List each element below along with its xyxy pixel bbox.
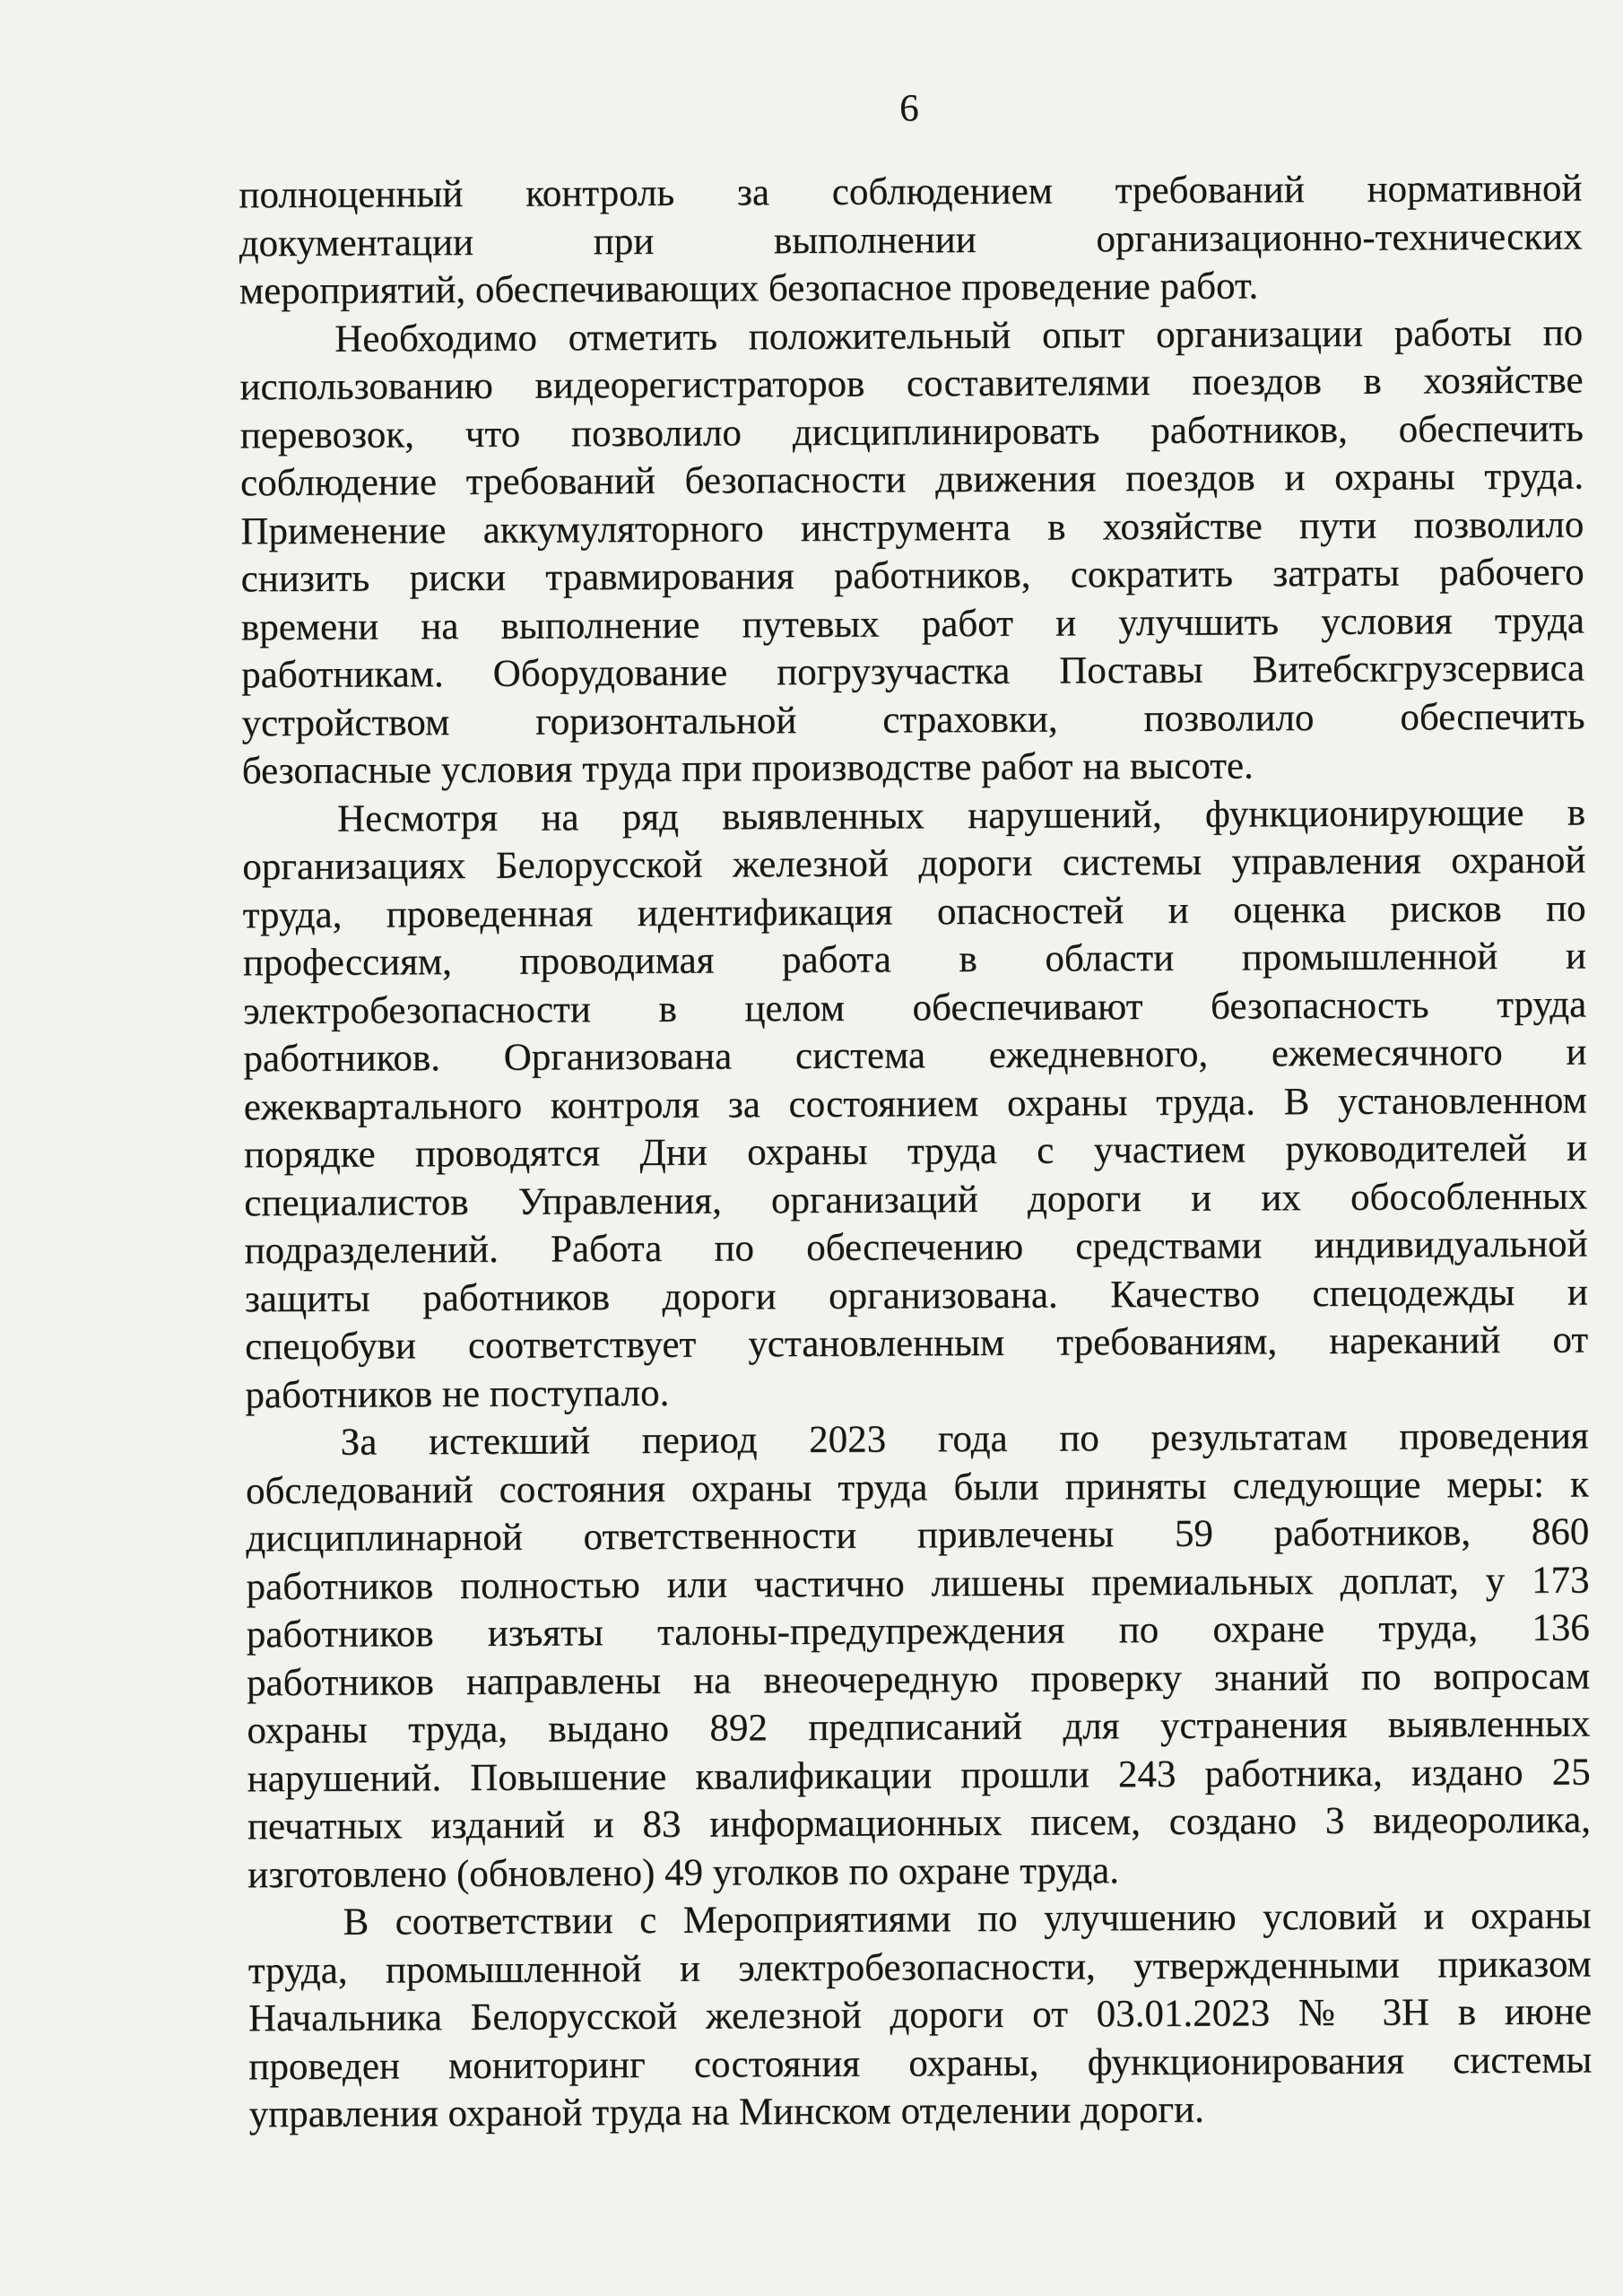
text-line: снизить риски травмирования работников, сократить затраты рабочего [240,551,1584,601]
text-line: спецобуви соответствует установленным требованиям, нареканий от [245,1318,1589,1369]
text-line: охраны труда, выдано 892 предписаний для устранения выявленных [247,1702,1591,1752]
text-line: перевозок, что позволило дисциплинировать работников, обеспечить [239,406,1584,457]
text-line: порядке проводятся Дни охраны труда с участием руководителей и [243,1126,1588,1177]
text-line: нарушений. Повышение квалификации прошли 243 работника, издано 25 [247,1750,1591,1800]
text-line: мероприятий, обеспечивающих безопасное проведение работ. [239,265,1259,313]
text-line: использованию видеорегистраторов составителями поездов в хозяйстве [239,359,1584,409]
text-line: обследований состояния охраны труда были приняты следующие меры: к [245,1462,1590,1512]
document-text-block [239,164,1592,2138]
text-line: изготовлено (обновлено) 49 уголков по охране труда. [247,1848,1120,1896]
text-line: безопасные условия труда при производстве работ на высоте. [241,744,1254,793]
text-line: устройством горизонтальной страховки, позволило обеспечить [241,694,1585,744]
paragraph [246,1412,1592,1899]
text-line: организациях Белорусской железной дороги системы управления охраной [242,839,1586,889]
text-line: работников. Организована система ежедневного, ежемесячного и [243,1031,1587,1081]
text-line: защиты работников дороги организована. Качество спецодежды и [244,1270,1588,1320]
text-line: Начальника Белорусской железной дороги от 03.01.2023 № 3Н в июне [247,1990,1593,2040]
text-line: труда, промышленной и электробезопасности, утвержденными приказом [247,1942,1592,1992]
text-line: работникам. Оборудование погрузучастка Поставы Витебскгрузсервиса [241,647,1585,697]
text-line: соблюдение требований безопасности движения поездов и охраны труда. [239,455,1584,505]
text-line: дисциплинарной ответственности привлечены 59 работников, 860 [246,1510,1590,1561]
text-line: полноценный контроль за соблюдением требований нормативной [239,167,1583,217]
text-line: подразделений. Работа по обеспечению средствами индивидуальной [244,1222,1588,1273]
text-line: проведен мониторинг состояния охраны, функционирования системы [248,2038,1593,2088]
text-line: печатных изданий и 83 информационных писем, создано 3 видеоролика, [247,1798,1592,1848]
text-line: Необходимо отметить положительный опыт организации работы по [334,310,1584,361]
text-line: За истекший период 2023 года по результатам проведения [340,1414,1589,1464]
text-line: управления охраной труда на Минском отделении дороги. [248,2088,1204,2136]
text-line: электробезопасности в целом обеспечивают безопасность труда [243,982,1587,1032]
text-line: специалистов Управления, организаций дороги и их обособленных [244,1174,1588,1224]
text-line: работников направлены на внеочередную проверку знаний по вопросам [246,1654,1591,1704]
text-line: времени на выполнение путевых работ и улучшить условия труда [240,598,1585,648]
paragraph [239,309,1585,796]
text-line: работников не поступало. [245,1371,670,1416]
text-line: Несмотря на ряд выявленных нарушений, функционирующие в [336,790,1586,840]
paragraph [239,164,1583,315]
paragraph [247,1892,1592,2138]
text-line: ежеквартального контроля за состоянием охраны труда. В установленном [243,1078,1587,1128]
text-line: документации при выполнении организационно-технических [239,214,1583,265]
text-line: работников полностью или частично лишены премиальных доплат, у 173 [246,1558,1590,1608]
text-line: работников изъяты талоны-предупреждения по охране труда, 136 [246,1606,1590,1657]
text-line: Применение аккумуляторного инструмента в хозяйстве пути позволило [240,502,1584,552]
page-number: 6 [899,87,919,130]
paragraph [242,788,1589,1419]
text-line: В соответствии с Мероприятиями по улучшению условий и охраны [343,1894,1592,1944]
text-line: труда, проведенная идентификация опасностей и оценка рисков по [242,886,1586,936]
text-line: профессиям, проводимая работа в области промышленной и [242,935,1587,985]
